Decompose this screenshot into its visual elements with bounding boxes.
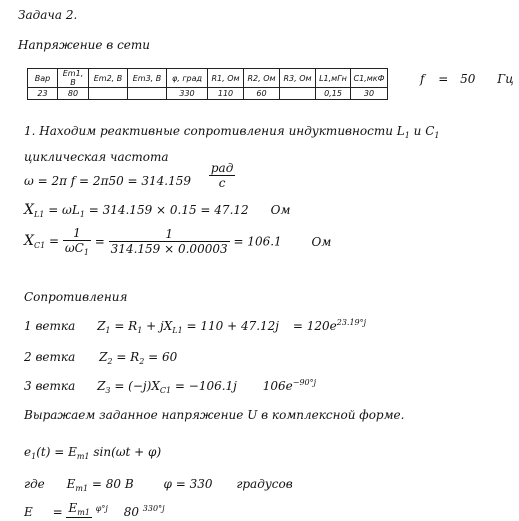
where-row	[24, 477, 293, 493]
table-header-cell: Em3, В	[128, 69, 167, 88]
last-formula-partial: E = $E_{m1}$ $^{\varphi^\circ j}$ 80 $^{330^\circ j}$	[24, 501, 165, 519]
xc-lhs: X	[24, 233, 34, 249]
step1-mid: и C	[409, 124, 435, 138]
omega-unit-den: с	[218, 176, 226, 190]
xc-frac1-num: 1	[63, 226, 91, 241]
branch1-row	[24, 318, 366, 335]
e1-c: sin(ωt + φ)	[89, 445, 162, 459]
last-rhs-exp: 330°j	[142, 504, 165, 513]
branch2-row	[24, 350, 177, 366]
frequency-formula	[420, 72, 514, 86]
branch3-x-sub: C1	[159, 386, 172, 395]
branch2-r-sub: 2	[139, 357, 145, 366]
section-voltage-heading: Напряжение в сети	[18, 38, 150, 52]
table-cell	[89, 88, 128, 100]
branch3-z-sub: 3	[105, 386, 111, 395]
xl-rhs: = ωL	[44, 203, 80, 217]
table-cell: 0,15	[316, 88, 351, 100]
xl-rhs-sub: 1	[79, 210, 85, 219]
e1-formula	[24, 445, 161, 461]
branch1-r-sub: 1	[137, 326, 143, 335]
branch1-exp-sup: 23.19°j	[336, 318, 367, 327]
table-header-cell: R1, Ом	[208, 69, 244, 88]
last-rhs: 80	[123, 505, 139, 519]
freq-eq: =	[438, 72, 449, 86]
table-header-cell: R3, Ом	[280, 69, 316, 88]
branch3-value: = −106.1j	[171, 379, 237, 393]
branch3-eq-x: = (−j)X	[110, 379, 160, 393]
table-header-cell: C1,мкФ	[351, 69, 388, 88]
branch2-z-sub: 2	[107, 357, 113, 366]
last-fraction	[66, 501, 91, 518]
parameters-table	[27, 68, 388, 100]
branch3-row	[24, 378, 316, 395]
branch3-exp: 106e	[262, 379, 293, 393]
branch2-eq-r: = R	[112, 350, 140, 364]
branch1-value: = 110 + 47.12j	[182, 319, 280, 333]
last-num-sub: m1	[77, 508, 90, 517]
table-cell: 110	[208, 88, 244, 100]
table-cell: 80	[58, 88, 89, 100]
step1-text: 1. Находим реактивные сопротивления индуктивности L	[24, 124, 405, 138]
xc-frac1-den-sub: 1	[83, 248, 89, 257]
e1-b-sub: m1	[76, 452, 90, 461]
where-em-sub: m1	[75, 484, 89, 493]
e1-a: e	[24, 445, 32, 459]
xc-formula: $X_{C1}$ = $\frac{1}{\omega C_1}$ = $\frac{1}{314.159 \times 0.00003}$ = 106.1 Ом	[24, 226, 332, 257]
branch2-value: = 60	[144, 350, 178, 364]
branch1-jx: + jX	[142, 319, 173, 333]
table-cell: 60	[244, 88, 280, 100]
xc-result: = 106.1	[233, 234, 282, 249]
xc-frac2-den: 314.159 × 0.00003	[110, 242, 228, 256]
table-header-cell: Em1, В	[58, 69, 89, 88]
xl-unit: Ом	[270, 203, 291, 217]
where-phi: φ = 330	[163, 477, 213, 491]
table-header-cell: φ, град	[167, 69, 208, 88]
cyclic-frequency-label: циклическая частота	[24, 150, 169, 164]
xc-fraction-2	[109, 227, 230, 256]
branch1-eq-r: = R	[110, 319, 138, 333]
omega-formula	[24, 161, 235, 190]
table-header-cell: R2, Ом	[244, 69, 280, 88]
xl-lhs-sub: L1	[33, 210, 45, 219]
branch3-exp-sup: −90°j	[292, 378, 317, 387]
omega-unit-num: рад	[210, 161, 234, 175]
xl-calc: = 314.159 × 0.15 = 47.12	[84, 203, 249, 217]
table-header-cell: Вар	[28, 69, 58, 88]
branch2-z: Z	[99, 350, 108, 364]
xc-lhs-sub: C1	[33, 241, 46, 250]
complex-form-text: Выражаем заданное напряжение U в комплексной форме.	[24, 408, 405, 422]
where-label: где	[24, 477, 45, 491]
table-header-cell: Em2, В	[89, 69, 128, 88]
step1-heading	[24, 124, 440, 140]
step1-sub-l: 1	[404, 131, 410, 140]
last-exp: φ°j	[95, 504, 108, 513]
omega-eq: ω = 2π f = 2π50 = 314.159	[24, 174, 192, 188]
table-cell: 23	[28, 88, 58, 100]
branch3-label: 3 ветка	[24, 379, 76, 393]
resistances-heading: Сопротивления	[24, 290, 128, 304]
xl-formula	[24, 202, 290, 219]
freq-unit: Гц	[497, 72, 514, 86]
step1-sub-c: 1	[434, 131, 440, 140]
table-cell: 330	[167, 88, 208, 100]
e1-b: (t) = E	[36, 445, 77, 459]
table-header-row	[28, 69, 388, 88]
where-em: E	[66, 477, 76, 491]
xc-frac1-den: ωC	[64, 241, 84, 255]
where-unit: градусов	[236, 477, 293, 491]
xc-frac2-num: 1	[109, 227, 230, 242]
xc-fraction-1	[63, 226, 91, 257]
task-title: Задача 2.	[18, 8, 78, 22]
table-header-cell: L1,мГн	[316, 69, 351, 88]
branch3-z: Z	[97, 379, 106, 393]
branch2-label: 2 ветка	[24, 350, 76, 364]
e1-a-sub: 1	[31, 452, 37, 461]
xl-lhs: X	[24, 202, 34, 218]
branch1-z: Z	[97, 319, 106, 333]
branch1-exp: = 120e	[292, 319, 337, 333]
table-row	[28, 88, 388, 100]
branch1-label: 1 ветка	[24, 319, 76, 333]
freq-label: f	[420, 72, 425, 86]
table-cell	[128, 88, 167, 100]
where-em-val: = 80 В	[88, 477, 134, 491]
omega-unit-fraction	[209, 161, 235, 190]
table-cell	[280, 88, 316, 100]
last-num: E	[68, 501, 78, 515]
last-lhs: E	[24, 505, 33, 519]
xc-unit: Ом	[311, 234, 332, 249]
table-cell: 30	[351, 88, 388, 100]
freq-value: 50	[460, 72, 476, 86]
branch1-jx-sub: L1	[172, 326, 183, 335]
branch1-z-sub: 1	[105, 326, 111, 335]
